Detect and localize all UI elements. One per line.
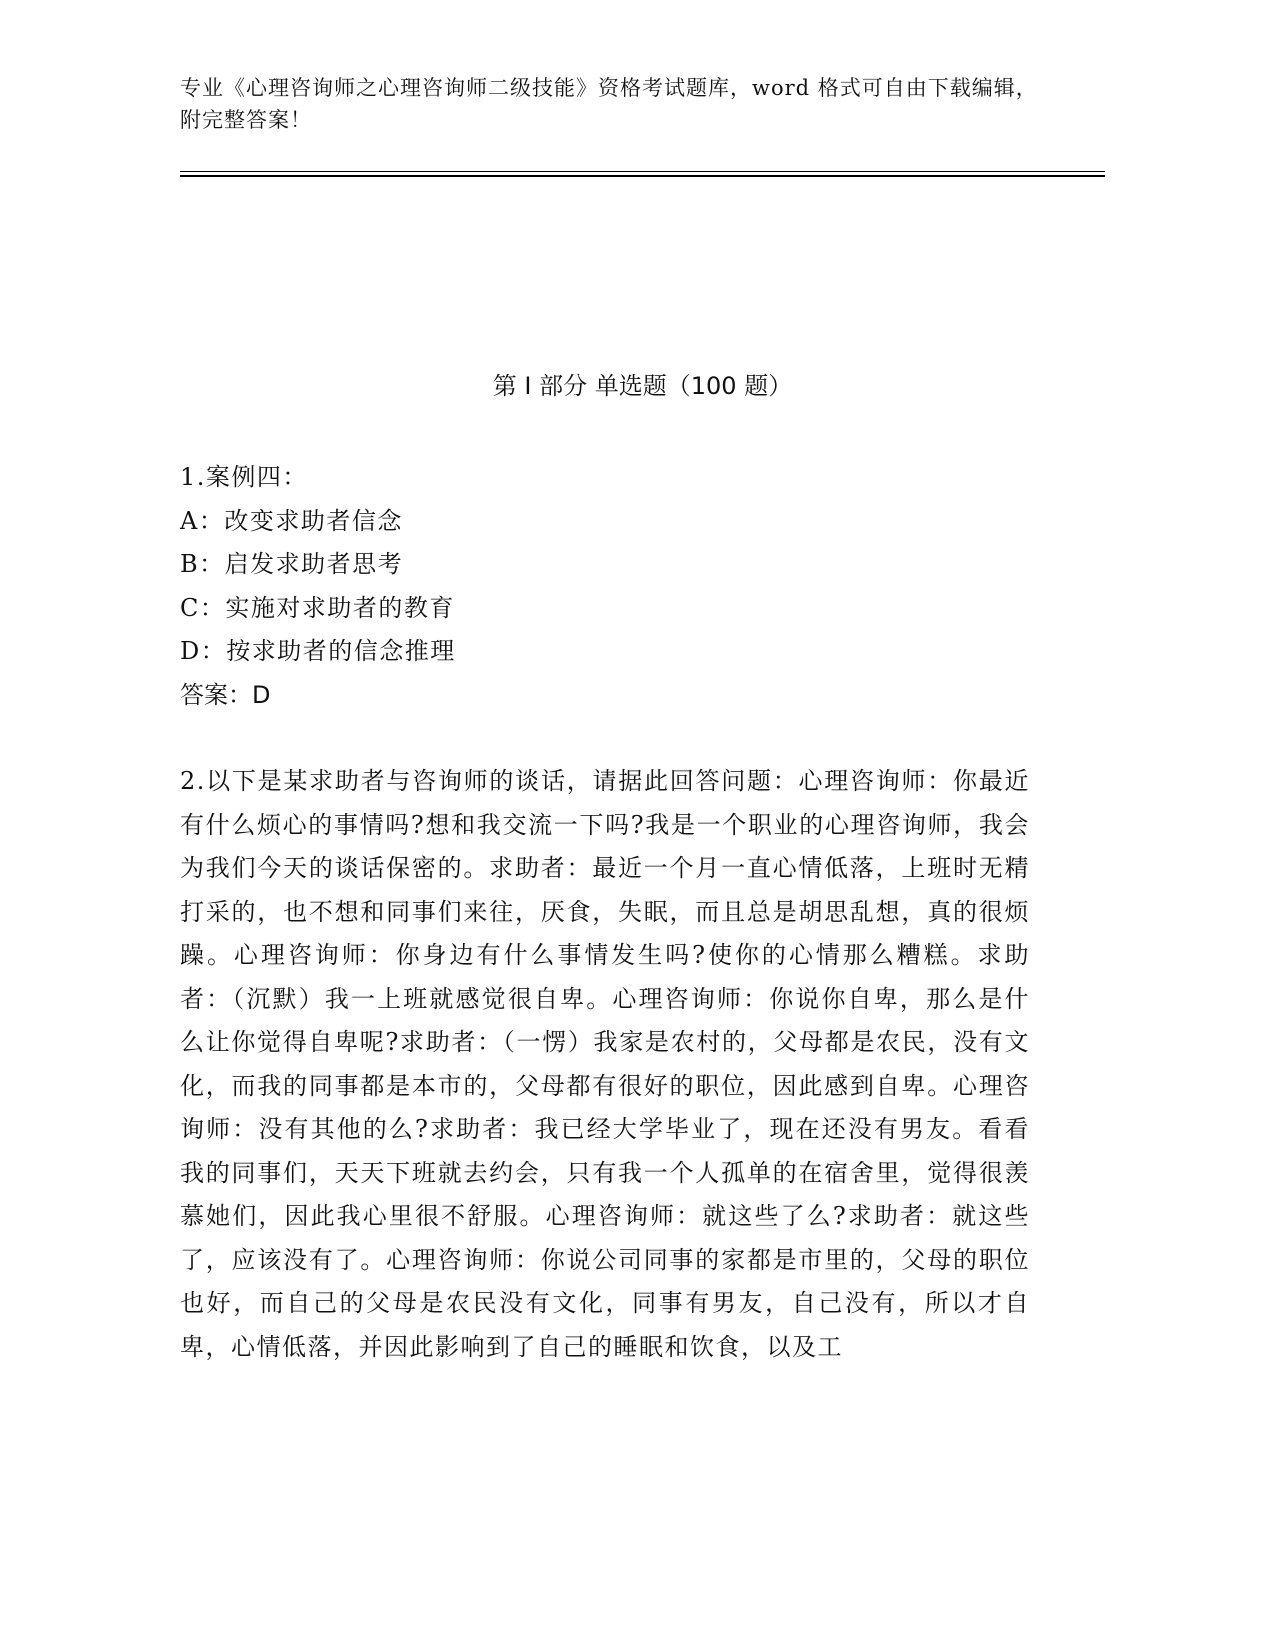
section-title: 第 I 部分 单选题（100 题） — [492, 372, 793, 400]
question-stem: 2.以下是某求助者与咨询师的谈话，请据此回答问题：心理咨询师：你最近有什么烦心的事情吗?想和我交流一下吗?我是一个职业的心理咨询师，我会为我们今天的谈话保密的。求助者：最近一个月一直心情低落，上班时无精打采的，也不想和同事们来往，厌食，失眠，而且总是胡思乱想，真的很烦躁。心理咨询师：你身边有什么事情发生吗?使你的心情那么糟糕。求助者：（沉默）我一上班就感觉很自卑。心理咨询师：你说你自卑，那么是什么让你觉得自卑呢?求助者：（一愣）我家是农村的，父母都是农民，没有文化，而我的同事都是本市的，父母都有很好的职位，因此感到自卑。心理咨询师：没有其他的么?求助者：我已经大学毕业了，现在还没有男友。看看我的同事们，天天下班就去约会，只有我一个人孤单的在宿舍里，觉得很羡慕她们，因此我心里很不舒服。心理咨询师：就这些了么?求助者：就这些了，应该没有了。心理咨询师：你说公司同事的家都是市里的，父母的职位也好，而自己的父母是农民没有文化，同事有男友，自己没有，所以才自卑，心情低落，并因此影响到了自己的睡眠和饮食，以及工 — [180, 767, 1030, 1361]
header-rule-thick — [180, 175, 1105, 177]
option-a: A：改变求助者信念 — [180, 506, 403, 535]
answer-label: 答案：D — [180, 680, 271, 709]
option-c: C：实施对求助者的教育 — [180, 593, 455, 622]
question-2 — [180, 760, 1030, 1369]
option-b: B：启发求助者思考 — [180, 550, 404, 578]
header-rule-thin — [180, 171, 1105, 172]
option-d: D：按求助者的信念推理 — [180, 637, 456, 665]
header-note: 专业《心理咨询师之心理咨询师二级技能》资格考试题库，word 格式可自由下载编辑，附完整答案！ — [180, 76, 1038, 132]
question-1 — [180, 456, 1030, 717]
question-stem: 1.案例四： — [180, 463, 308, 491]
